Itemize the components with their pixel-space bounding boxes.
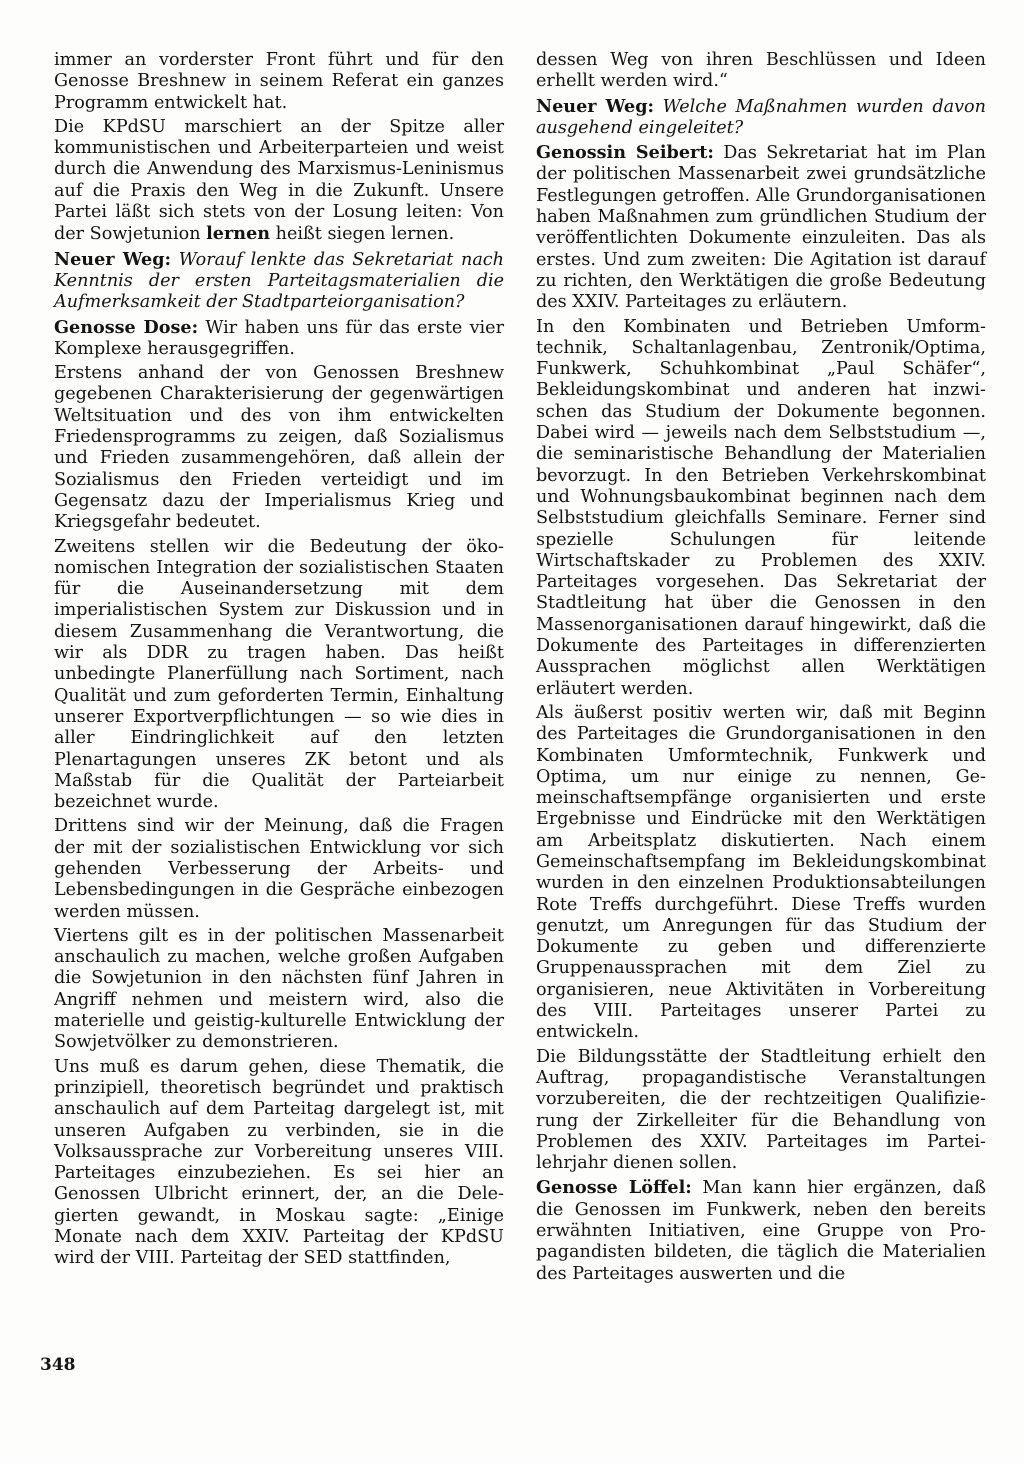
paragraph: Zweitens stellen wir die Bedeutung der ökonomischen Integration der sozialistischen Staaten für die Auseinandersetzung mit dem imperialistischen System zur Diskussion und in diesem Zusammenhang die Verantwortung, die wir als DDR zu tragen haben. Das heißt unbedingte Planerfüllung nach Sortiment, nach Qualität und zum geforderten Termin, Einhaltung unserer Exportverpflichtungen — so wie dies in aller Eindringlichkeit auf den letzten Plenartagungen unseres ZK betont und als Maßstab für die Qualität der Parteiarbeit bezeichnet wurde. xyxy=(54,536,504,813)
paragraph: Erstens anhand der von Genossen Breshnew gegebenen Charakterisierung der gegenwärtigen Weltsituation und des von ihm entwickelten Friedensprogramms zu zeigen, daß Sozialismus und Frieden zusammengehören, daß allein der Sozialismus den Frieden verteidigt und im Gegensatz dazu der Imperialismus Krieg und Kriegsgefahr bedeutet. xyxy=(54,363,504,533)
interview-question xyxy=(536,96,986,140)
answer-text: Wir haben uns für das erste vier Komplexe herausgegriffen. xyxy=(54,317,504,359)
interview-question xyxy=(54,249,504,314)
right-column xyxy=(536,50,986,1288)
paragraph: immer an vorderster Front führt und für den Genosse Breshnew in seinem Referat ein ganzes Programm entwickelt hat. xyxy=(54,50,504,113)
speaker-label: Genosse Dose: xyxy=(54,316,199,338)
speaker-label: Genossin Seibert: xyxy=(536,142,714,164)
paragraph: Uns muß es darum gehen, diese Thematik, die prinzipiell, theoretisch begründet und praktisch anschaulich auf dem Parteitag dargelegt ist, mit unseren Aufgaben zu verbinden, sie in die Volksaussprache zur Vorbereitung unseres VIII. Parteitages einzubeziehen. Es sei hier an Genossen Ulbricht erinnert, der, an die Delegierten gewandt, in Moskau sagte: „Einige Monate nach dem XXIV. Parteitag der KPdSU wird der VIII. Parteitag der SED stattfinden, xyxy=(54,1056,504,1269)
speaker-label: Neuer Weg: xyxy=(536,95,654,117)
speaker-label: Genosse Löffel: xyxy=(536,1177,692,1199)
paragraph-text: heißt siegen lernen. xyxy=(270,224,455,245)
answer-text: Das Sekretariat hat im Plan der politischen Massenarbeit zwei grundsätzliche Festlegungen getroffen. Alle Grundorganisationen haben Maßnahmen zum gründlichen Studium der veröffentlichten Dokumente einzuleiten. Das als erstes. Und zum zweiten: Die Agitation ist darauf zu richten, den Werktätigen die große Bedeutung des XXIV. Parteitages zu erläutern. xyxy=(536,143,986,313)
emphasis-word: lernen xyxy=(206,223,271,245)
paragraph: In den Kombinaten und Betrieben Umformtechnik, Schaltanlagenbau, Zentronik/Optima, Funkwerk, Schuhkombinat „Paul Schäfer“, Bekleidungskombinat und anderen hat inzwischen das Studium der Dokumente begonnen. Dabei wird — jeweils nach dem Selbststudium —, die seminaristische Behandlung der Materialien bevorzugt. In den Betrieben Verkehrskombinat und Wohnungsbaukombinat beginnen nach dem Selbststudium gleichfalls Seminare. Ferner sind spezielle Schulungen für leitende Wirtschaftskader zu Problemen des XXIV. Parteitages vorgesehen. Das Sekretariat der Stadtleitung hat über die Genossen in den Massenorganisationen darauf hingewirkt, daß die Dokumente des Parteitages in differenzierten Aussprachen möglichst allen Werktätigen erläutert werden. xyxy=(536,316,986,699)
interview-answer xyxy=(536,142,986,313)
paragraph: Viertens gilt es in der politischen Massenarbeit anschaulich zu machen, welche großen Aufgaben die Sowjetunion in den nächsten fünf Jahren in Angriff nehmen und meistern wird, also die materielle und geistig-kulturelle Entwicklung der Sowjetvölker zu demonstrieren. xyxy=(54,925,504,1053)
question-text: Worauf lenkte das Sekretariat nach Kenntnis der ersten Parteitagsmaterialien die Aufmerksamkeit der Stadtparteiorganisation? xyxy=(54,249,504,313)
paragraph: Die Bildungsstätte der Stadtleitung erhielt den Auftrag, propagandistische Veranstaltungen vorzubereiten, die der rechtzeitigen Qualifizierung der Zirkelleiter für die Behandlung von Problemen des XXIV. Parteitages im Parteilehrjahr dienen sollen. xyxy=(536,1046,986,1174)
interview-answer xyxy=(54,317,504,361)
paragraph xyxy=(54,117,504,246)
speaker-label: Neuer Weg: xyxy=(54,248,172,270)
paragraph: dessen Weg von ihren Beschlüssen und Ideen erhellt werden wird.“ xyxy=(536,50,986,92)
paragraph: Drittens sind wir der Meinung, daß die Fragen der mit der sozialistischen Entwicklung vor sich gehenden Verbesserung der Arbeits- und Lebensbedingungen in die Gespräche einbezogen werden müssen. xyxy=(54,816,504,922)
page-number: 348 xyxy=(40,1355,76,1375)
interview-answer xyxy=(536,1177,986,1284)
question-text: Welche Maßnahmen wurden davon ausgehend eingeleitet? xyxy=(536,96,986,138)
paragraph-text: Die KPdSU marschiert an der Spitze aller kommunistischen und Arbeiterparteien und weist durch die Anwendung des Marxismus-Leninismus auf die Praxis den Weg in die Zukunft. Unsere Partei läßt sich stets von der Losung leiten: Von der Sowjetunion xyxy=(54,116,504,245)
paragraph: Als äußerst positiv werten wir, daß mit Beginn des Parteitages die Grundorganisationen in den Kombinaten Umformtechnik, Funkwerk und Optima, um nur einige zu nennen, Gemeinschaftsempfänge organisierten und erste Ergebnisse und Eindrücke mit den Werktätigen am Arbeitsplatz diskutierten. Nach einem Gemeinschaftsempfang im Bekleidungskombinat wurden in den einzelnen Produktionsabteilungen Rote Treffs durchgeführt. Diese Treffs wurden genutzt, um Anregungen für das Studium der Dokumente zu geben und differenzierte Gruppenaussprachen mit dem Ziel zu organisieren, neue Aktivitäten in Vorbereitung des VIII. Parteitages unserer Partei zu entwickeln. xyxy=(536,702,986,1043)
answer-text: Man kann hier ergänzen, daß die Genossen im Funkwerk, neben den bereits erwähnten Initiativen, eine Gruppe von Propagandisten bildeten, die täglich die Materialien des Parteitages auswerten und die xyxy=(536,1178,987,1284)
left-column xyxy=(54,50,504,1273)
